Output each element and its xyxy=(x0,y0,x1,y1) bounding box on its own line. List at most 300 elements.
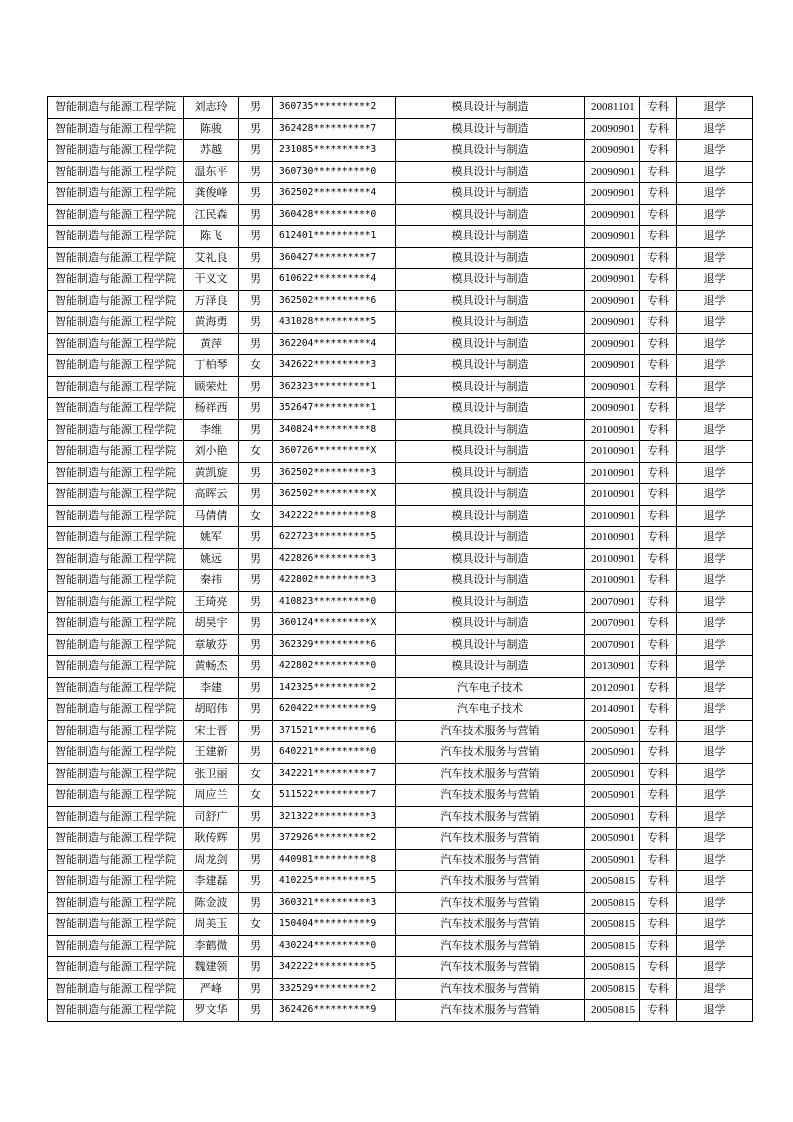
status-cell: 退学 xyxy=(677,699,753,721)
education-level-cell: 专科 xyxy=(640,312,677,334)
table-row xyxy=(48,763,753,785)
status-cell: 退学 xyxy=(677,226,753,248)
table-row xyxy=(48,935,753,957)
table-row xyxy=(48,892,753,914)
id-number-cell: 231085**********3 xyxy=(273,140,396,162)
education-level-cell: 专科 xyxy=(640,763,677,785)
table-row xyxy=(48,828,753,850)
college-cell: 智能制造与能源工程学院 xyxy=(48,806,184,828)
status-cell: 退学 xyxy=(677,398,753,420)
gender-cell: 男 xyxy=(239,140,273,162)
major-cell: 模具设计与制造 xyxy=(396,204,585,226)
table-row xyxy=(48,376,753,398)
enrollment-date-cell: 20090901 xyxy=(585,183,640,205)
major-cell: 汽车电子技术 xyxy=(396,677,585,699)
major-cell: 模具设计与制造 xyxy=(396,97,585,119)
status-cell: 退学 xyxy=(677,763,753,785)
status-cell: 退学 xyxy=(677,376,753,398)
enrollment-date-cell: 20070901 xyxy=(585,634,640,656)
college-cell: 智能制造与能源工程学院 xyxy=(48,118,184,140)
table-row xyxy=(48,97,753,119)
gender-cell: 男 xyxy=(239,978,273,1000)
id-number-cell: 142325**********2 xyxy=(273,677,396,699)
education-level-cell: 专科 xyxy=(640,591,677,613)
student-name-cell: 胡昭伟 xyxy=(184,699,239,721)
student-name-cell: 黄萍 xyxy=(184,333,239,355)
major-cell: 汽车电子技术 xyxy=(396,699,585,721)
student-name-cell: 陈金波 xyxy=(184,892,239,914)
education-level-cell: 专科 xyxy=(640,269,677,291)
student-name-cell: 王琦亮 xyxy=(184,591,239,613)
status-cell: 退学 xyxy=(677,591,753,613)
table-row xyxy=(48,355,753,377)
status-cell: 退学 xyxy=(677,892,753,914)
id-number-cell: 371521**********6 xyxy=(273,720,396,742)
enrollment-date-cell: 20050901 xyxy=(585,806,640,828)
table-row xyxy=(48,140,753,162)
enrollment-date-cell: 20090901 xyxy=(585,140,640,162)
enrollment-date-cell: 20050815 xyxy=(585,957,640,979)
college-cell: 智能制造与能源工程学院 xyxy=(48,634,184,656)
status-cell: 退学 xyxy=(677,333,753,355)
gender-cell: 男 xyxy=(239,226,273,248)
education-level-cell: 专科 xyxy=(640,806,677,828)
major-cell: 模具设计与制造 xyxy=(396,462,585,484)
enrollment-date-cell: 20070901 xyxy=(585,613,640,635)
student-name-cell: 宋士晋 xyxy=(184,720,239,742)
education-level-cell: 专科 xyxy=(640,118,677,140)
student-name-cell: 李建 xyxy=(184,677,239,699)
table-row xyxy=(48,333,753,355)
major-cell: 模具设计与制造 xyxy=(396,247,585,269)
id-number-cell: 321322**********3 xyxy=(273,806,396,828)
id-number-cell: 362502**********4 xyxy=(273,183,396,205)
id-number-cell: 620422**********9 xyxy=(273,699,396,721)
enrollment-date-cell: 20050901 xyxy=(585,849,640,871)
college-cell: 智能制造与能源工程学院 xyxy=(48,828,184,850)
college-cell: 智能制造与能源工程学院 xyxy=(48,527,184,549)
id-number-cell: 342222**********8 xyxy=(273,505,396,527)
status-cell: 退学 xyxy=(677,957,753,979)
id-number-cell: 360726**********X xyxy=(273,441,396,463)
id-number-cell: 440981**********8 xyxy=(273,849,396,871)
student-name-cell: 黄凯旋 xyxy=(184,462,239,484)
education-level-cell: 专科 xyxy=(640,140,677,162)
college-cell: 智能制造与能源工程学院 xyxy=(48,290,184,312)
major-cell: 模具设计与制造 xyxy=(396,613,585,635)
major-cell: 汽车技术服务与营销 xyxy=(396,978,585,1000)
education-level-cell: 专科 xyxy=(640,570,677,592)
status-cell: 退学 xyxy=(677,269,753,291)
table-row xyxy=(48,441,753,463)
gender-cell: 男 xyxy=(239,161,273,183)
gender-cell: 男 xyxy=(239,97,273,119)
status-cell: 退学 xyxy=(677,484,753,506)
student-name-cell: 温东平 xyxy=(184,161,239,183)
enrollment-date-cell: 20081101 xyxy=(585,97,640,119)
status-cell: 退学 xyxy=(677,656,753,678)
table-row xyxy=(48,527,753,549)
id-number-cell: 422802**********0 xyxy=(273,656,396,678)
college-cell: 智能制造与能源工程学院 xyxy=(48,699,184,721)
gender-cell: 男 xyxy=(239,935,273,957)
education-level-cell: 专科 xyxy=(640,742,677,764)
education-level-cell: 专科 xyxy=(640,462,677,484)
enrollment-date-cell: 20130901 xyxy=(585,656,640,678)
table-row xyxy=(48,849,753,871)
status-cell: 退学 xyxy=(677,742,753,764)
college-cell: 智能制造与能源工程学院 xyxy=(48,957,184,979)
education-level-cell: 专科 xyxy=(640,699,677,721)
student-name-cell: 胡昊宇 xyxy=(184,613,239,635)
college-cell: 智能制造与能源工程学院 xyxy=(48,914,184,936)
id-number-cell: 410225**********5 xyxy=(273,871,396,893)
college-cell: 智能制造与能源工程学院 xyxy=(48,140,184,162)
table-row xyxy=(48,634,753,656)
gender-cell: 男 xyxy=(239,312,273,334)
student-name-cell: 马倩倩 xyxy=(184,505,239,527)
student-name-cell: 周应兰 xyxy=(184,785,239,807)
college-cell: 智能制造与能源工程学院 xyxy=(48,1000,184,1022)
college-cell: 智能制造与能源工程学院 xyxy=(48,849,184,871)
status-cell: 退学 xyxy=(677,140,753,162)
college-cell: 智能制造与能源工程学院 xyxy=(48,505,184,527)
gender-cell: 女 xyxy=(239,914,273,936)
student-name-cell: 刘志玲 xyxy=(184,97,239,119)
id-number-cell: 352647**********1 xyxy=(273,398,396,420)
id-number-cell: 362502**********X xyxy=(273,484,396,506)
status-cell: 退学 xyxy=(677,828,753,850)
college-cell: 智能制造与能源工程学院 xyxy=(48,613,184,635)
student-name-cell: 黄畅杰 xyxy=(184,656,239,678)
status-cell: 退学 xyxy=(677,161,753,183)
id-number-cell: 150404**********9 xyxy=(273,914,396,936)
enrollment-date-cell: 20090901 xyxy=(585,312,640,334)
enrollment-date-cell: 20050815 xyxy=(585,1000,640,1022)
college-cell: 智能制造与能源工程学院 xyxy=(48,226,184,248)
student-name-cell: 高晖云 xyxy=(184,484,239,506)
education-level-cell: 专科 xyxy=(640,226,677,248)
major-cell: 汽车技术服务与营销 xyxy=(396,828,585,850)
id-number-cell: 362204**********4 xyxy=(273,333,396,355)
student-name-cell: 杨祥西 xyxy=(184,398,239,420)
student-name-cell: 李建磊 xyxy=(184,871,239,893)
gender-cell: 男 xyxy=(239,484,273,506)
status-cell: 退学 xyxy=(677,720,753,742)
id-number-cell: 362502**********3 xyxy=(273,462,396,484)
status-cell: 退学 xyxy=(677,462,753,484)
gender-cell: 男 xyxy=(239,957,273,979)
table-row xyxy=(48,290,753,312)
status-cell: 退学 xyxy=(677,183,753,205)
enrollment-date-cell: 20050901 xyxy=(585,785,640,807)
status-cell: 退学 xyxy=(677,527,753,549)
major-cell: 模具设计与制造 xyxy=(396,269,585,291)
gender-cell: 男 xyxy=(239,871,273,893)
major-cell: 汽车技术服务与营销 xyxy=(396,892,585,914)
table-row xyxy=(48,957,753,979)
status-cell: 退学 xyxy=(677,548,753,570)
major-cell: 模具设计与制造 xyxy=(396,312,585,334)
education-level-cell: 专科 xyxy=(640,978,677,1000)
gender-cell: 男 xyxy=(239,634,273,656)
major-cell: 模具设计与制造 xyxy=(396,398,585,420)
gender-cell: 女 xyxy=(239,505,273,527)
enrollment-date-cell: 20050815 xyxy=(585,914,640,936)
status-cell: 退学 xyxy=(677,978,753,1000)
college-cell: 智能制造与能源工程学院 xyxy=(48,785,184,807)
education-level-cell: 专科 xyxy=(640,161,677,183)
id-number-cell: 431028**********5 xyxy=(273,312,396,334)
major-cell: 模具设计与制造 xyxy=(396,161,585,183)
table-row xyxy=(48,204,753,226)
student-name-cell: 李维 xyxy=(184,419,239,441)
education-level-cell: 专科 xyxy=(640,97,677,119)
major-cell: 汽车技术服务与营销 xyxy=(396,763,585,785)
enrollment-date-cell: 20090901 xyxy=(585,118,640,140)
gender-cell: 男 xyxy=(239,548,273,570)
enrollment-date-cell: 20050901 xyxy=(585,828,640,850)
status-cell: 退学 xyxy=(677,849,753,871)
college-cell: 智能制造与能源工程学院 xyxy=(48,398,184,420)
education-level-cell: 专科 xyxy=(640,247,677,269)
id-number-cell: 362426**********9 xyxy=(273,1000,396,1022)
gender-cell: 男 xyxy=(239,247,273,269)
major-cell: 汽车技术服务与营销 xyxy=(396,806,585,828)
education-level-cell: 专科 xyxy=(640,677,677,699)
enrollment-date-cell: 20100901 xyxy=(585,441,640,463)
gender-cell: 男 xyxy=(239,570,273,592)
status-cell: 退学 xyxy=(677,247,753,269)
college-cell: 智能制造与能源工程学院 xyxy=(48,742,184,764)
table-row xyxy=(48,978,753,1000)
major-cell: 模具设计与制造 xyxy=(396,570,585,592)
gender-cell: 女 xyxy=(239,355,273,377)
id-number-cell: 342221**********7 xyxy=(273,763,396,785)
gender-cell: 男 xyxy=(239,892,273,914)
enrollment-date-cell: 20090901 xyxy=(585,333,640,355)
student-name-cell: 张卫丽 xyxy=(184,763,239,785)
education-level-cell: 专科 xyxy=(640,398,677,420)
education-level-cell: 专科 xyxy=(640,656,677,678)
enrollment-date-cell: 20050815 xyxy=(585,892,640,914)
student-name-cell: 江民森 xyxy=(184,204,239,226)
student-name-cell: 苏越 xyxy=(184,140,239,162)
gender-cell: 男 xyxy=(239,419,273,441)
status-cell: 退学 xyxy=(677,785,753,807)
table-row xyxy=(48,806,753,828)
education-level-cell: 专科 xyxy=(640,914,677,936)
enrollment-date-cell: 20050901 xyxy=(585,763,640,785)
id-number-cell: 610622**********4 xyxy=(273,269,396,291)
id-number-cell: 430224**********0 xyxy=(273,935,396,957)
college-cell: 智能制造与能源工程学院 xyxy=(48,591,184,613)
education-level-cell: 专科 xyxy=(640,849,677,871)
college-cell: 智能制造与能源工程学院 xyxy=(48,419,184,441)
gender-cell: 男 xyxy=(239,613,273,635)
education-level-cell: 专科 xyxy=(640,785,677,807)
gender-cell: 女 xyxy=(239,785,273,807)
gender-cell: 男 xyxy=(239,699,273,721)
id-number-cell: 360124**********X xyxy=(273,613,396,635)
major-cell: 模具设计与制造 xyxy=(396,441,585,463)
table-row xyxy=(48,118,753,140)
education-level-cell: 专科 xyxy=(640,720,677,742)
gender-cell: 男 xyxy=(239,527,273,549)
id-number-cell: 511522**********7 xyxy=(273,785,396,807)
college-cell: 智能制造与能源工程学院 xyxy=(48,441,184,463)
table-row xyxy=(48,226,753,248)
id-number-cell: 360428**********0 xyxy=(273,204,396,226)
gender-cell: 男 xyxy=(239,376,273,398)
major-cell: 模具设计与制造 xyxy=(396,226,585,248)
status-cell: 退学 xyxy=(677,871,753,893)
id-number-cell: 640221**********0 xyxy=(273,742,396,764)
student-name-cell: 丁柏琴 xyxy=(184,355,239,377)
major-cell: 模具设计与制造 xyxy=(396,548,585,570)
gender-cell: 男 xyxy=(239,677,273,699)
id-number-cell: 360735**********2 xyxy=(273,97,396,119)
status-cell: 退学 xyxy=(677,290,753,312)
gender-cell: 男 xyxy=(239,591,273,613)
major-cell: 模具设计与制造 xyxy=(396,634,585,656)
status-cell: 退学 xyxy=(677,97,753,119)
enrollment-date-cell: 20100901 xyxy=(585,527,640,549)
education-level-cell: 专科 xyxy=(640,505,677,527)
table-row xyxy=(48,591,753,613)
education-level-cell: 专科 xyxy=(640,892,677,914)
status-cell: 退学 xyxy=(677,505,753,527)
gender-cell: 男 xyxy=(239,183,273,205)
student-name-cell: 秦祎 xyxy=(184,570,239,592)
education-level-cell: 专科 xyxy=(640,441,677,463)
major-cell: 汽车技术服务与营销 xyxy=(396,871,585,893)
gender-cell: 男 xyxy=(239,462,273,484)
status-cell: 退学 xyxy=(677,441,753,463)
withdrawal-record-table xyxy=(47,96,753,1022)
id-number-cell: 362323**********1 xyxy=(273,376,396,398)
student-name-cell: 龚俊峰 xyxy=(184,183,239,205)
status-cell: 退学 xyxy=(677,935,753,957)
education-level-cell: 专科 xyxy=(640,376,677,398)
id-number-cell: 622723**********5 xyxy=(273,527,396,549)
education-level-cell: 专科 xyxy=(640,333,677,355)
college-cell: 智能制造与能源工程学院 xyxy=(48,462,184,484)
table-row xyxy=(48,398,753,420)
table-row xyxy=(48,699,753,721)
enrollment-date-cell: 20090901 xyxy=(585,204,640,226)
enrollment-date-cell: 20100901 xyxy=(585,505,640,527)
major-cell: 汽车技术服务与营销 xyxy=(396,935,585,957)
major-cell: 模具设计与制造 xyxy=(396,591,585,613)
enrollment-date-cell: 20050901 xyxy=(585,742,640,764)
student-name-cell: 周美玉 xyxy=(184,914,239,936)
education-level-cell: 专科 xyxy=(640,419,677,441)
college-cell: 智能制造与能源工程学院 xyxy=(48,204,184,226)
table-row xyxy=(48,505,753,527)
status-cell: 退学 xyxy=(677,118,753,140)
college-cell: 智能制造与能源工程学院 xyxy=(48,247,184,269)
table-row xyxy=(48,720,753,742)
table-row xyxy=(48,914,753,936)
enrollment-date-cell: 20090901 xyxy=(585,376,640,398)
college-cell: 智能制造与能源工程学院 xyxy=(48,355,184,377)
student-name-cell: 刘小艳 xyxy=(184,441,239,463)
table-row xyxy=(48,419,753,441)
table-row xyxy=(48,785,753,807)
gender-cell: 男 xyxy=(239,398,273,420)
education-level-cell: 专科 xyxy=(640,355,677,377)
status-cell: 退学 xyxy=(677,914,753,936)
student-name-cell: 陈飞 xyxy=(184,226,239,248)
education-level-cell: 专科 xyxy=(640,828,677,850)
gender-cell: 男 xyxy=(239,806,273,828)
table-row xyxy=(48,484,753,506)
id-number-cell: 372926**********2 xyxy=(273,828,396,850)
major-cell: 汽车技术服务与营销 xyxy=(396,1000,585,1022)
id-number-cell: 360321**********3 xyxy=(273,892,396,914)
table-row xyxy=(48,871,753,893)
enrollment-date-cell: 20100901 xyxy=(585,462,640,484)
college-cell: 智能制造与能源工程学院 xyxy=(48,871,184,893)
id-number-cell: 422826**********3 xyxy=(273,548,396,570)
education-level-cell: 专科 xyxy=(640,183,677,205)
college-cell: 智能制造与能源工程学院 xyxy=(48,161,184,183)
id-number-cell: 422802**********3 xyxy=(273,570,396,592)
major-cell: 汽车技术服务与营销 xyxy=(396,957,585,979)
college-cell: 智能制造与能源工程学院 xyxy=(48,269,184,291)
id-number-cell: 362329**********6 xyxy=(273,634,396,656)
student-name-cell: 姚军 xyxy=(184,527,239,549)
major-cell: 模具设计与制造 xyxy=(396,333,585,355)
table-row xyxy=(48,1000,753,1022)
student-name-cell: 姚远 xyxy=(184,548,239,570)
id-number-cell: 362428**********7 xyxy=(273,118,396,140)
student-name-cell: 黄海勇 xyxy=(184,312,239,334)
table-row xyxy=(48,183,753,205)
gender-cell: 男 xyxy=(239,333,273,355)
gender-cell: 男 xyxy=(239,118,273,140)
gender-cell: 男 xyxy=(239,742,273,764)
student-name-cell: 艾礼良 xyxy=(184,247,239,269)
enrollment-date-cell: 20090901 xyxy=(585,247,640,269)
college-cell: 智能制造与能源工程学院 xyxy=(48,570,184,592)
enrollment-date-cell: 20090901 xyxy=(585,269,640,291)
table-row xyxy=(48,312,753,334)
education-level-cell: 专科 xyxy=(640,484,677,506)
gender-cell: 男 xyxy=(239,720,273,742)
status-cell: 退学 xyxy=(677,204,753,226)
gender-cell: 女 xyxy=(239,441,273,463)
gender-cell: 男 xyxy=(239,849,273,871)
college-cell: 智能制造与能源工程学院 xyxy=(48,978,184,1000)
gender-cell: 男 xyxy=(239,1000,273,1022)
student-name-cell: 万泽良 xyxy=(184,290,239,312)
enrollment-date-cell: 20090901 xyxy=(585,355,640,377)
education-level-cell: 专科 xyxy=(640,957,677,979)
table-row xyxy=(48,462,753,484)
id-number-cell: 612401**********1 xyxy=(273,226,396,248)
college-cell: 智能制造与能源工程学院 xyxy=(48,183,184,205)
major-cell: 汽车技术服务与营销 xyxy=(396,742,585,764)
gender-cell: 男 xyxy=(239,269,273,291)
student-name-cell: 章敏芬 xyxy=(184,634,239,656)
college-cell: 智能制造与能源工程学院 xyxy=(48,484,184,506)
table-row xyxy=(48,677,753,699)
id-number-cell: 360730**********0 xyxy=(273,161,396,183)
table-body xyxy=(48,97,753,1022)
education-level-cell: 专科 xyxy=(640,871,677,893)
